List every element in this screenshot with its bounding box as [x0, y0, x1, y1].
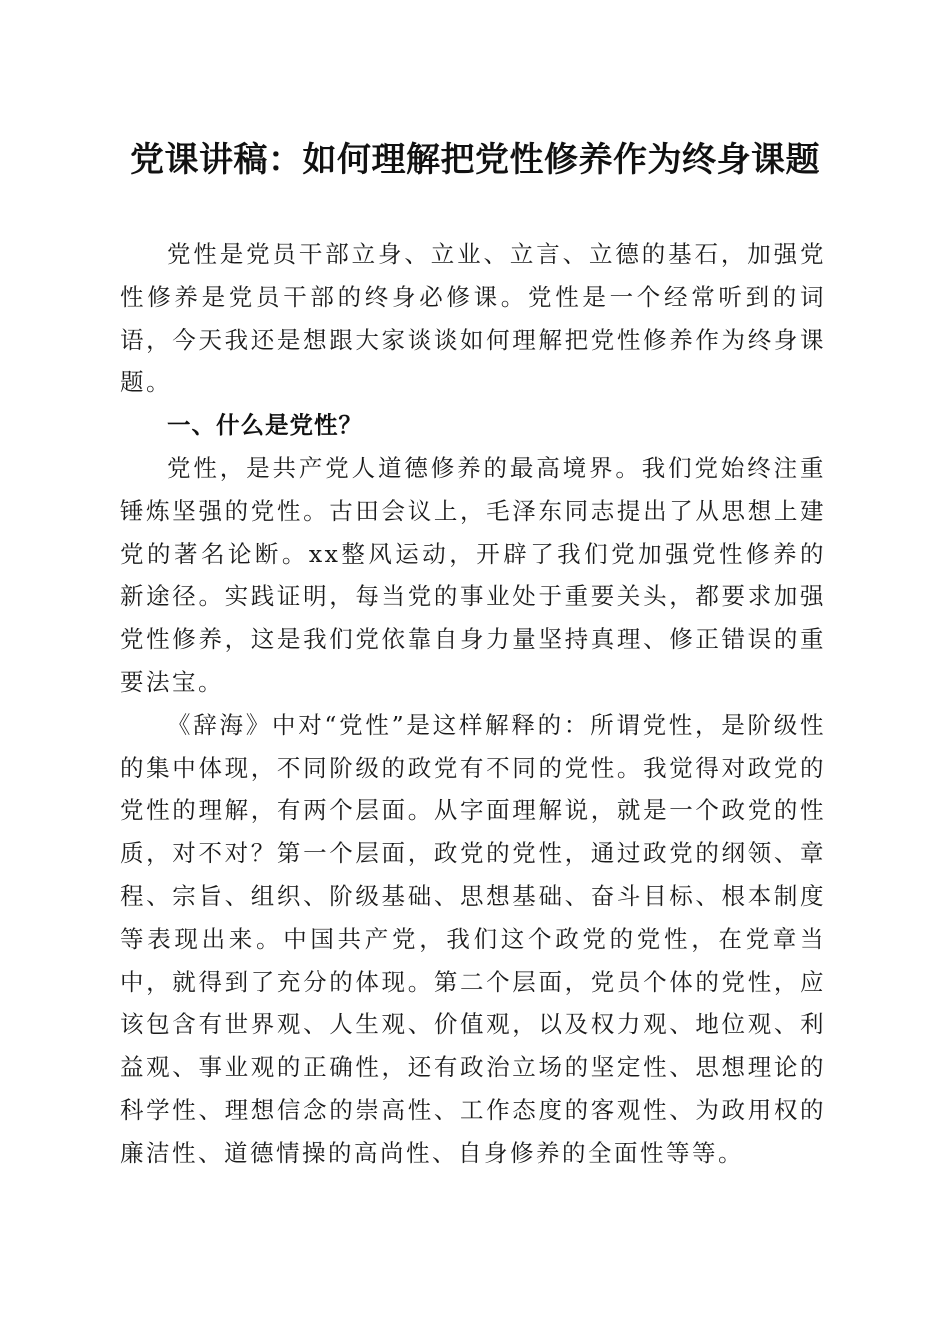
section-heading: 一、什么是党性？	[167, 411, 363, 440]
intro-paragraph: 党性是党员干部立身、立业、立言、立德的基石，加强党性修养是党员干部的终身必修课。党性是一个经常听到的词语，今天我还是想跟大家谈谈如何理解把党性修养作为终身课题。	[120, 240, 826, 397]
document-title: 党课讲稿：如何理解把党性修养作为终身课题	[130, 140, 820, 180]
body-paragraph: 党性，是共产党人道德修养的最高境界。我们党始终注重锤炼坚强的党性。古田会议上，毛泽东同志提出了从思想上建党的著名论断。xx整风运动，开辟了我们党加强党性修养的新途径。实践证明，每当党的事业处于重要关头，都要求加强党性修养，这是我们党依靠自身力量坚持真理、修正错误的重要法宝。	[120, 453, 826, 696]
body-paragraph: 《辞海》中对“党性”是这样解释的：所谓党性，是阶级性的集中体现，不同阶级的政党有不同的党性。我觉得对政党的党性的理解，有两个层面。从字面理解说，就是一个政党的性质，对不对？第一个层面，政党的党性，通过政党的纲领、章程、宗旨、组织、阶级基础、思想基础、奋斗目标、根本制度等表现出来。中国共产党，我们这个政党的党性，在党章当中，就得到了充分的体现。第二个层面，党员个体的党性，应该包含有世界观、人生观、价值观，以及权力观、地位观、利益观、事业观的正确性，还有政治立场的坚定性、思想理论的科学性、理想信念的崇高性、工作态度的客观性、为政用权的廉洁性、道德情操的高尚性、自身修养的全面性等等。	[120, 710, 826, 1167]
document-body	[120, 233, 826, 1175]
